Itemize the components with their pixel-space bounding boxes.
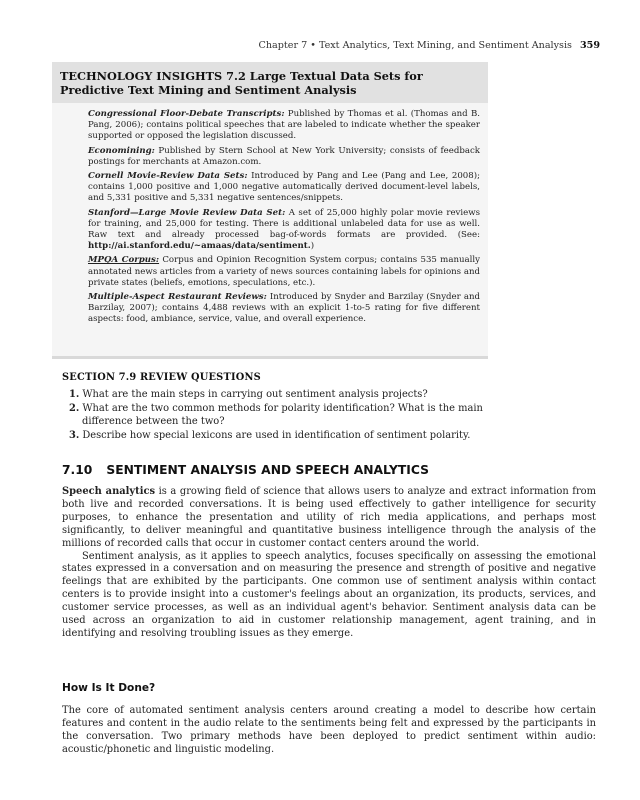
dataset-url-link[interactable]: http://ai.stanford.edu/~amaas/data/sentiment. [88,241,311,252]
dataset-description: A set of 25,000 highly polar movie reviews for training, and 25,000 for testing. There is additional unlabeled data for use as well. Raw text and already processed bag-of-words formats are provided. (See: [88,207,480,241]
question-number: 1. [69,389,80,400]
review-question [62,389,492,401]
dataset-description: Corpus and Opinion Recognition System corpus; contains 535 manually annotated news articles from a variety of news sources containing labels for opinions and private states (beliefs, emotions, speculations, etc.). [88,255,480,288]
running-head [62,40,600,51]
review-heading: SECTION 7.9 REVIEW QUESTIONS [62,372,261,383]
section-heading [62,463,429,477]
question-number: 3. [69,429,80,441]
dataset-entry [88,171,480,205]
dataset-title: Stanford—Large Movie Review Data Set: [88,207,286,218]
review-question [62,430,492,442]
dataset-entry [88,146,480,168]
box-title: TECHNOLOGY INSIGHTS 7.2 Large Textual Data Sets for Predictive Text Mining and Sentiment Analysis [52,62,488,103]
page-number: 359 [579,40,600,51]
paragraph-text: is a growing field of science that allows users to analyze and extract information from both live and recorded conversations. It is being used effectively to gather intelligence for security purposes, to enhance the presentation and utility of rich media applications, and perhaps most significantly, to deliver meaningful and quantitative business intelligence through the analysis of the millions of recorded calls that occur in customer contact centers around the world. [62,486,596,549]
key-term: Speech analytics [62,486,156,497]
review-question [62,403,492,428]
dataset-title: Congressional Floor-Debate Transcripts: [88,109,285,119]
dataset-description: Introduced by Snyder and Barzilay (Snyder and Barzilay, 2007); contains 4,488 reviews with an explicit 1-to-5 rating for five different aspects: food, ambiance, service, value, and overall experience. [88,292,480,325]
dataset-entry [88,208,480,253]
question-text: Describe how special lexicons are used in identification of sentiment polarity. [82,429,471,441]
review-questions [62,372,492,444]
dataset-title: Economining: [88,145,155,156]
subsection-heading: How Is It Done? [62,682,156,694]
dataset-entry [88,292,480,326]
technology-insights-box [52,62,488,359]
paragraph: Sentiment analysis, as it applies to speech analytics, focuses specifically on assessing the emotional states expressed in a conversation and on measuring the presence and strength of positive and negative feelings that are exhibited by the participants. One common use of sentiment analysis within contact centers is to provide insight into a customer's feelings about an organization, its products, services, and customer service processes, as well as an individual agent's behavior. Sentiment analysis data can be used across an organization to aid in customer relationship management, agent training, and in identifying and resolving troubling issues as they emerge. [62,550,596,639]
dataset-list [52,103,488,335]
section-body [62,486,596,641]
dataset-description-end: ) [310,241,315,252]
dataset-description: Introduced by Pang and Lee (Pang and Lee, 2008); contains 1,000 positive and 1,000 negative automatically derived document-level labels, and 5,331 positive and 5,331 negative sentences/snippets. [88,171,480,204]
paragraph: The core of automated sentiment analysis centers around creating a model to describe how certain features and content in the audio relate to the sentiments being felt and expressed by the participants in the conversation. Two primary methods have been deployed to predict sentiment within audio: acoustic/phonetic and linguistic modeling. [62,705,596,755]
dataset-description: Published by Thomas et al. (Thomas and B. Pang, 2006); contains political speeches that are labeled to indicate whether the speaker supported or opposed the legislation discussed. [88,109,480,142]
dataset-title: Multiple-Aspect Restaurant Reviews: [88,292,267,303]
question-text: What are the main steps in carrying out sentiment analysis projects? [82,389,428,400]
dataset-entry [88,109,480,143]
dataset-entry [88,255,480,289]
subsection-body [62,705,596,757]
dataset-description: Published by Stern School at New York University; consists of feedback postings for merchants at Amazon.com. [88,145,480,167]
running-head-text: Chapter 7 • Text Analytics, Text Mining, and Sentiment Analysis [258,40,572,51]
dataset-title: Cornell Movie-Review Data Sets: [88,171,248,182]
dataset-title: MPQA Corpus: [88,255,160,266]
paragraph [62,486,596,551]
section-number: 7.10 [62,463,93,477]
question-text: What are the two common methods for polarity identification? What is the main difference between the two? [82,403,483,427]
section-title: SENTIMENT ANALYSIS AND SPEECH ANALYTICS [106,463,429,477]
question-number: 2. [69,403,80,415]
